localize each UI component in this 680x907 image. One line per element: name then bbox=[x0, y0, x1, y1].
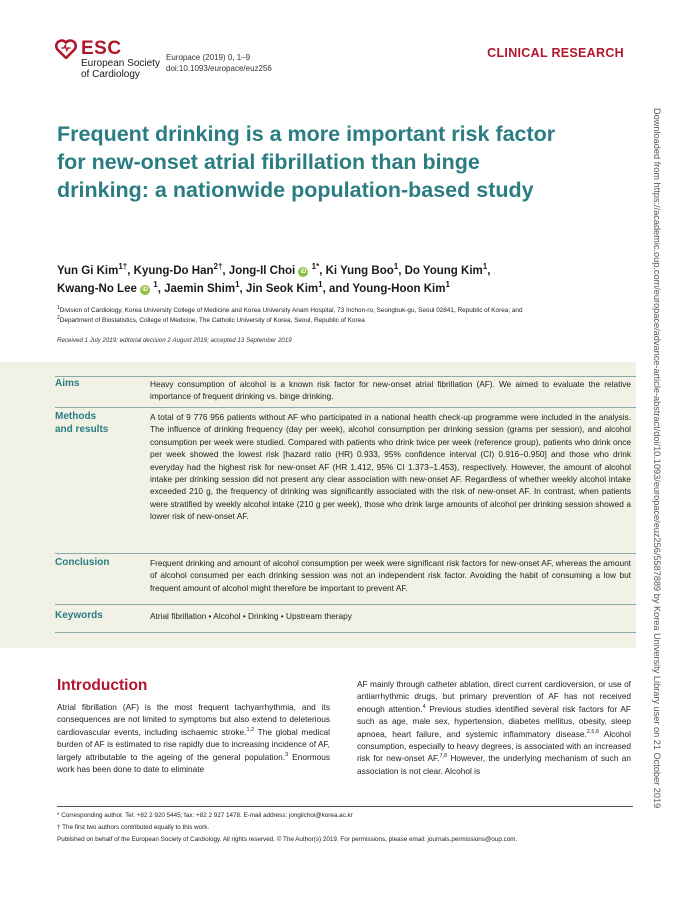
orcid-icon[interactable]: iD bbox=[300, 269, 307, 275]
publication-footnote: Published on behalf of the European Society of Cardiology. All rights reserved. © The Author(s) 2019. For permissions, please email: journals.permissions@oup.com. bbox=[57, 836, 518, 843]
download-watermark-text: Downloaded from https://academic.oup.com/europace/advance-article-abstract/doi/10.1093/europace/euz256/5587889 by Korea University Library user on 21 October 2019 bbox=[652, 108, 662, 809]
citation-ref[interactable]: 4 bbox=[422, 703, 426, 710]
affiliation-text: Department of Biostatistics, College of Medicine, The Catholic University of Korea, Seoul, Republic of Korea bbox=[59, 316, 365, 324]
intro-text: Previous studies identified several risk factors for AF such as age, male sex, hypertension, diabetes mellitus, obesity, sleep apnoea, heart failure, and systemic inflammatory disease. bbox=[357, 703, 631, 739]
affiliation-item bbox=[57, 316, 637, 326]
intro-text: The global medical burden of AF is estimated to rise rapidly due to increasing incidence of AF, largely attributable to the ageing of the general population. bbox=[57, 726, 331, 762]
logo-esc-text: ESC bbox=[81, 38, 122, 59]
intro-text: Atrial fibrillation (AF) is the most frequent tachyarrhythmia, and its consequences are not limited to symptoms but also extend to deleterious cardiovascular events, including ischaemic stroke. bbox=[57, 702, 330, 737]
abstract-divider bbox=[55, 376, 636, 377]
author-sup: 1 bbox=[153, 280, 158, 290]
affiliation-sup: 2 bbox=[57, 314, 60, 321]
intro-text: However, the underlying mechanism of such an association is not clear. Alcohol is bbox=[357, 753, 631, 776]
aims-text: Heavy consumption of alcohol is a known risk factor for new-onset atrial fibrillation (AF). We aimed to evaluate the relative importance of frequent drinking vs. binge drinking. bbox=[150, 379, 631, 402]
article-title: Frequent drinking is a more important risk factor for new-onset atrial fibrillation than binge drinking: a nationwide population-based study bbox=[57, 122, 556, 202]
author-name[interactable]: Jaemin Shim bbox=[164, 283, 236, 295]
equal-contribution-footnote: † The first two authors contributed equally to this work. bbox=[57, 824, 210, 831]
author-sup: 1† bbox=[118, 262, 128, 272]
introduction-column-2 bbox=[357, 678, 631, 777]
methods-label-line-1: Methods bbox=[55, 411, 97, 422]
methods-label-line-2: and results bbox=[55, 423, 109, 435]
author-name[interactable]: Kyung-Do Han bbox=[133, 265, 214, 277]
author-name[interactable]: Ki Yung Boo bbox=[325, 265, 394, 277]
journal-doi[interactable]: doi:10.1093/europace/euz256 bbox=[166, 64, 272, 73]
author-list: Yun Gi Kim$^{1\dagger}$, Kyung-Do Han$^{2\dagger}$, Jong-Il Choi iD $^{1*}$, Ki Yung Boo$^1$, Do Young Kim$^1$, Kwang-No Lee iD $^1$, Jaemin Shim$^1$, Jin Seok Kim$^1$, and Young-Hoon Kim$^1$ bbox=[57, 262, 491, 295]
author-name[interactable]: Yun Gi Kim bbox=[57, 265, 119, 277]
author-sup: 1* bbox=[311, 262, 320, 272]
author-name[interactable]: Young-Hoon Kim bbox=[352, 283, 446, 295]
author-name[interactable]: Kwang-No Lee bbox=[57, 283, 137, 295]
conclusion-label: Conclusion bbox=[55, 557, 110, 568]
citation-ref[interactable]: 3 bbox=[285, 751, 289, 758]
logo-subtitle-line-1: European Society bbox=[81, 58, 160, 69]
abstract-divider bbox=[55, 604, 636, 605]
author-sup: 1 bbox=[482, 262, 488, 272]
section-label: CLINICAL RESEARCH bbox=[487, 46, 624, 60]
journal-citation: Europace (2019) 0, 1–9 bbox=[166, 53, 251, 62]
affiliation-text: Division of Cardiology, Korea University College of Medicine and Korea University Anam Hospital, 73 Inchon-ro, Seongbuk-gu, Seoul 02841, Republic of Korea; and bbox=[59, 307, 523, 314]
structured-abstract bbox=[0, 362, 636, 648]
footnote-divider bbox=[57, 806, 633, 807]
esc-heart-logo-icon bbox=[55, 39, 77, 64]
affiliations bbox=[57, 306, 637, 325]
citation-ref[interactable]: 1,2 bbox=[246, 726, 255, 733]
intro-text: AF mainly through catheter ablation, direct current cardioversion, or use of antiarrhythmic drugs, but primary prevention of AF has not received enough attention. bbox=[357, 679, 631, 714]
intro-text: Enormous work has been done to date to eliminate bbox=[57, 751, 330, 775]
abstract-divider bbox=[55, 553, 636, 554]
author-name[interactable]: Do Young Kim bbox=[404, 265, 483, 277]
introduction-column-1 bbox=[57, 701, 330, 775]
methods-label bbox=[55, 411, 135, 436]
aims-label: Aims bbox=[55, 378, 80, 389]
intro-text: Alcohol consumption, especially to heavy degrees, is associated with an increased risk for new-onset AF. bbox=[357, 728, 631, 764]
author-name[interactable]: Jin Seok Kim bbox=[245, 283, 319, 295]
logo-subtitle-line-2: of Cardiology bbox=[81, 69, 140, 80]
orcid-icon[interactable]: iD bbox=[142, 287, 149, 293]
article-dates: Received 1 July 2019; editorial decision 2 August 2019; accepted 13 September 2019 bbox=[57, 337, 292, 344]
journal-reference bbox=[166, 52, 272, 74]
author-sup: 1 bbox=[445, 280, 450, 290]
author-sup: 2† bbox=[213, 262, 223, 272]
author-sup: 1 bbox=[235, 280, 240, 290]
author-name[interactable]: Jong-Il Choi bbox=[228, 265, 296, 277]
citation-ref[interactable]: 7,8 bbox=[439, 753, 448, 760]
keywords-label: Keywords bbox=[55, 610, 103, 621]
logo-subtitle bbox=[81, 58, 160, 80]
keywords-text: Atrial fibrillation • Alcohol • Drinking • Upstream therapy bbox=[150, 611, 352, 621]
abstract-divider bbox=[55, 407, 636, 408]
affiliation-item bbox=[57, 306, 637, 316]
introduction-heading: Introduction bbox=[57, 677, 148, 694]
abstract-divider bbox=[55, 632, 636, 633]
author-sup: 1 bbox=[393, 262, 399, 272]
download-watermark bbox=[651, 108, 664, 828]
conclusion-text: Frequent drinking and amount of alcohol consumption per week were significant risk factors for new-onset AF, whereas the amount of alcohol consumed per each drinking session was not an independent risk factor. Avoiding the habit of consuming a low but frequent amount of alcohol might therefore be important to prevent AF. bbox=[150, 558, 631, 593]
citation-ref[interactable]: 2,5,6 bbox=[586, 728, 599, 735]
author-sup: 1 bbox=[318, 280, 323, 290]
corresponding-author-footnote: * Corresponding author. Tel: +82 2 920 5445; fax: +82 2 927 1478. E-mail address: jongilchoi@korea.ac.kr bbox=[57, 812, 353, 819]
methods-text: A total of 9 776 956 patients without AF who participated in a national health check-up programme were included in the analysis. The influence of drinking frequency (day per week), alcohol consumption per drinking session (grams per session), and alcohol consumption per week were studied. Compared with patients who drink twice per week (reference group), patients who drink once per week showed the lowest risk [hazard ratio (HR) 0.933, 95% confidence interval (CI) 0.916–0.950] and those who drink everyday had the highest risk for new-onset AF (HR 1.412, 95% CI 1.373–1.453), respectively. However, the amount of alcohol intake per drinking session did not present any clear association with new-onset AF. Regardless of whether weekly alcohol intake exceeded 210 g, the frequency of drinking was significantly associated with the risk of new-onset AF. In contrast, when patients were stratified by weekly alcohol intake (210 g per week), those who drink large amounts of alcohol per drinking session showed a lower risk of new-onset AF. bbox=[150, 412, 631, 522]
affiliation-sup: 1 bbox=[57, 304, 60, 311]
